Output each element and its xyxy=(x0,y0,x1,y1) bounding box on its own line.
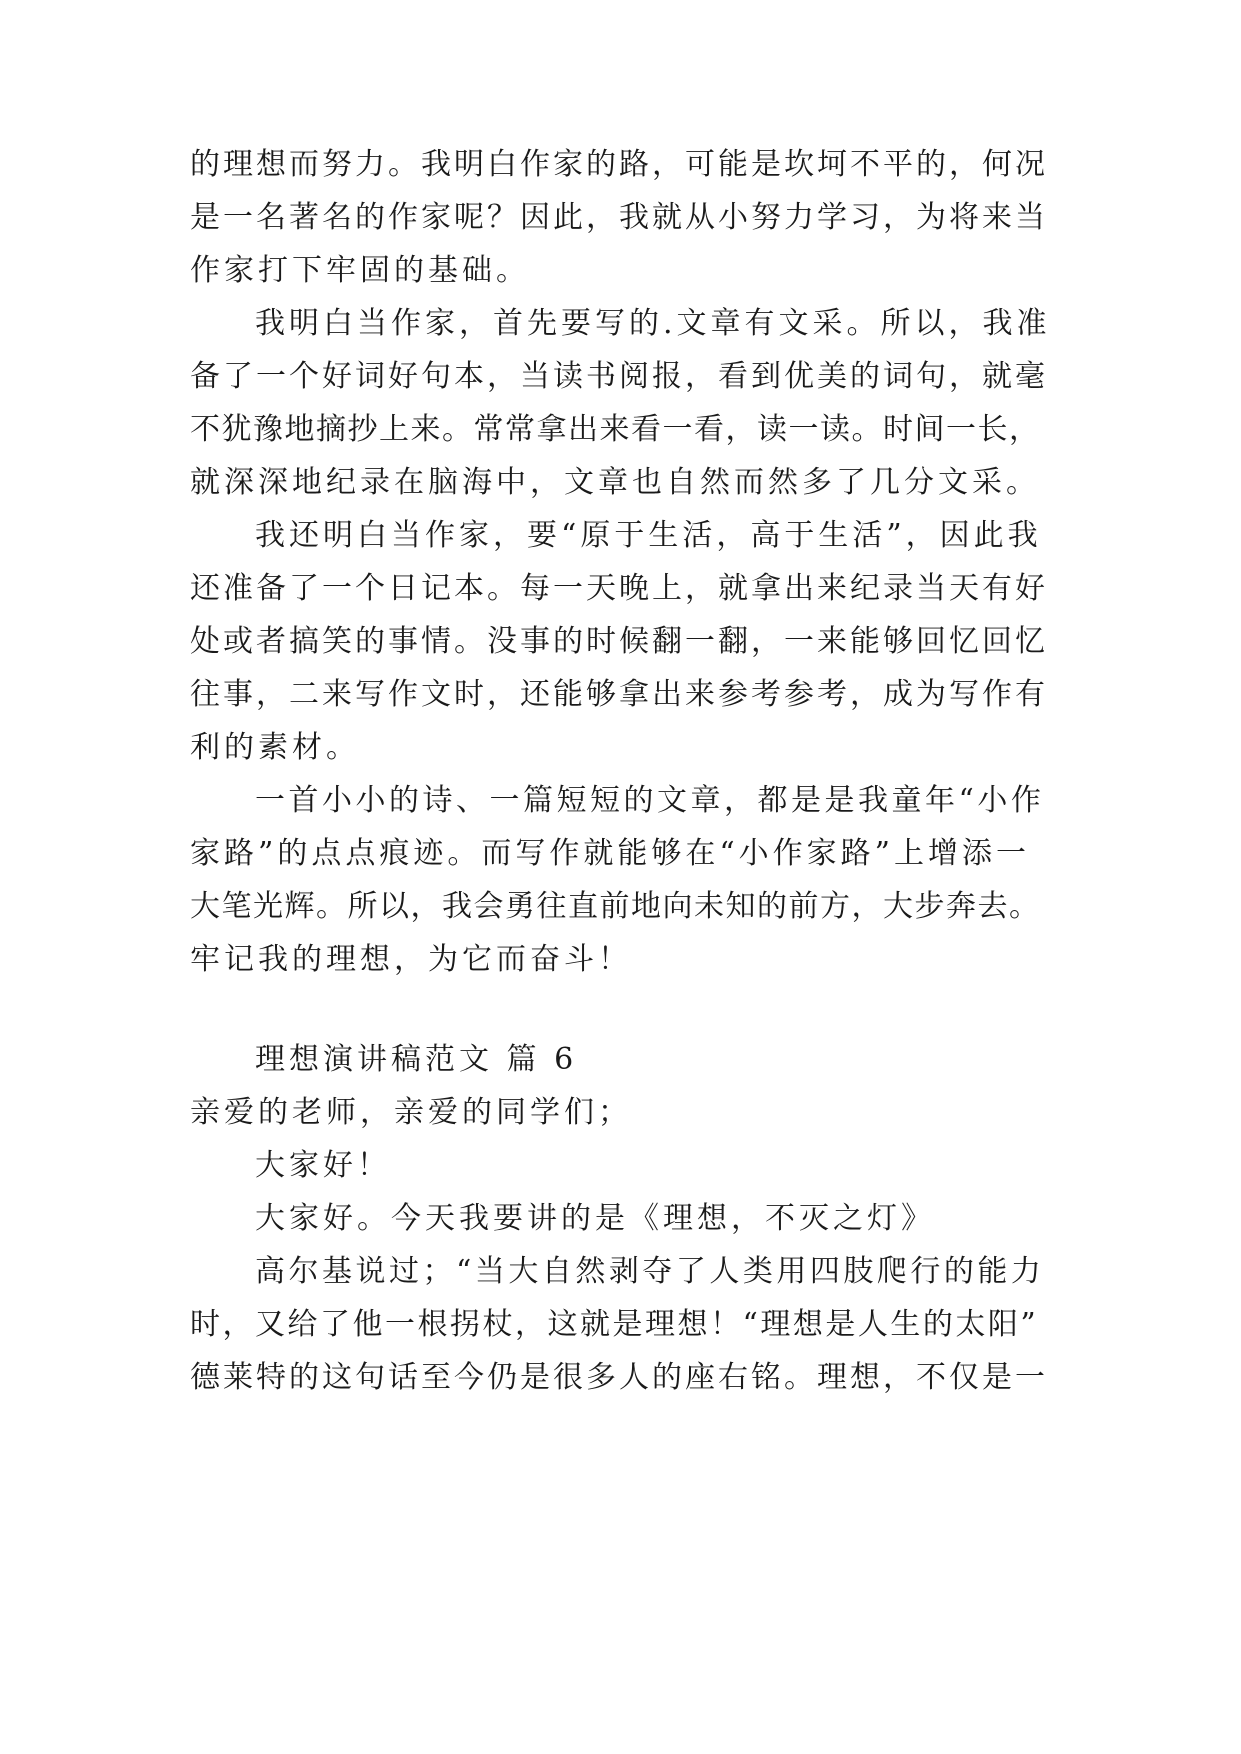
paragraph-3-line-5: 利的素材。 xyxy=(190,730,360,765)
paragraph-4-line-1: 一首小小的诗、一篇短短的文章，都是是我童年“小作 xyxy=(255,783,1045,818)
paragraph-4-line-4: 牢记我的理想，为它而奋斗！ xyxy=(190,942,632,977)
paragraph-1-line-3: 作家打下牢固的基础。 xyxy=(190,253,530,288)
section-heading: 理想演讲稿范文 篇 6 xyxy=(255,1042,578,1077)
paragraph-1-line-2: 是一名著名的作家呢？因此，我就从小努力学习，为将来当 xyxy=(190,200,1048,235)
paragraph-2-line-4: 就深深地纪录在脑海中，文章也自然而然多了几分文采。 xyxy=(190,465,1040,500)
greeting-1: 大家好！ xyxy=(255,1148,391,1183)
greeting-2: 大家好。今天我要讲的是《理想，不灭之灯》 xyxy=(255,1201,935,1236)
paragraph-5-line-3: 德莱特的这句话至今仍是很多人的座右铭。理想，不仅是一 xyxy=(190,1360,1048,1395)
paragraph-2-line-3: 不犹豫地摘抄上来。常常拿出来看一看，读一读。时间一长， xyxy=(190,412,1041,447)
paragraph-2-line-1: 我明白当作家，首先要写的.文章有文采。所以，我准 xyxy=(255,306,1051,341)
paragraph-3-line-2: 还准备了一个日记本。每一天晚上，就拿出来纪录当天有好 xyxy=(190,571,1048,606)
paragraph-3-line-4: 往事，二来写作文时，还能够拿出来参考参考，成为写作有 xyxy=(190,677,1048,712)
paragraph-4-line-3: 大笔光辉。所以，我会勇往直前地向未知的前方，大步奔去。 xyxy=(190,889,1041,924)
paragraph-3-line-3: 处或者搞笑的事情。没事的时候翻一翻，一来能够回忆回忆 xyxy=(190,624,1048,659)
paragraph-5-line-2: 时，又给了他一根拐杖，这就是理想！“理想是人生的太阳” xyxy=(190,1307,1039,1342)
paragraph-1-line-1: 的理想而努力。我明白作家的路，可能是坎坷不平的，何况 xyxy=(190,147,1048,182)
salutation: 亲爱的老师，亲爱的同学们； xyxy=(190,1095,632,1130)
paragraph-2-line-2: 备了一个好词好句本，当读书阅报，看到优美的词句，就毫 xyxy=(190,359,1048,394)
paragraph-5-line-1: 高尔基说过；“当大自然剥夺了人类用四肢爬行的能力 xyxy=(255,1254,1045,1289)
paragraph-4-line-2: 家路”的点点痕迹。而写作就能够在“小作家路”上增添一 xyxy=(190,836,1031,871)
paragraph-3-line-1: 我还明白当作家，要“原于生活，高于生活”，因此我 xyxy=(255,518,1042,553)
